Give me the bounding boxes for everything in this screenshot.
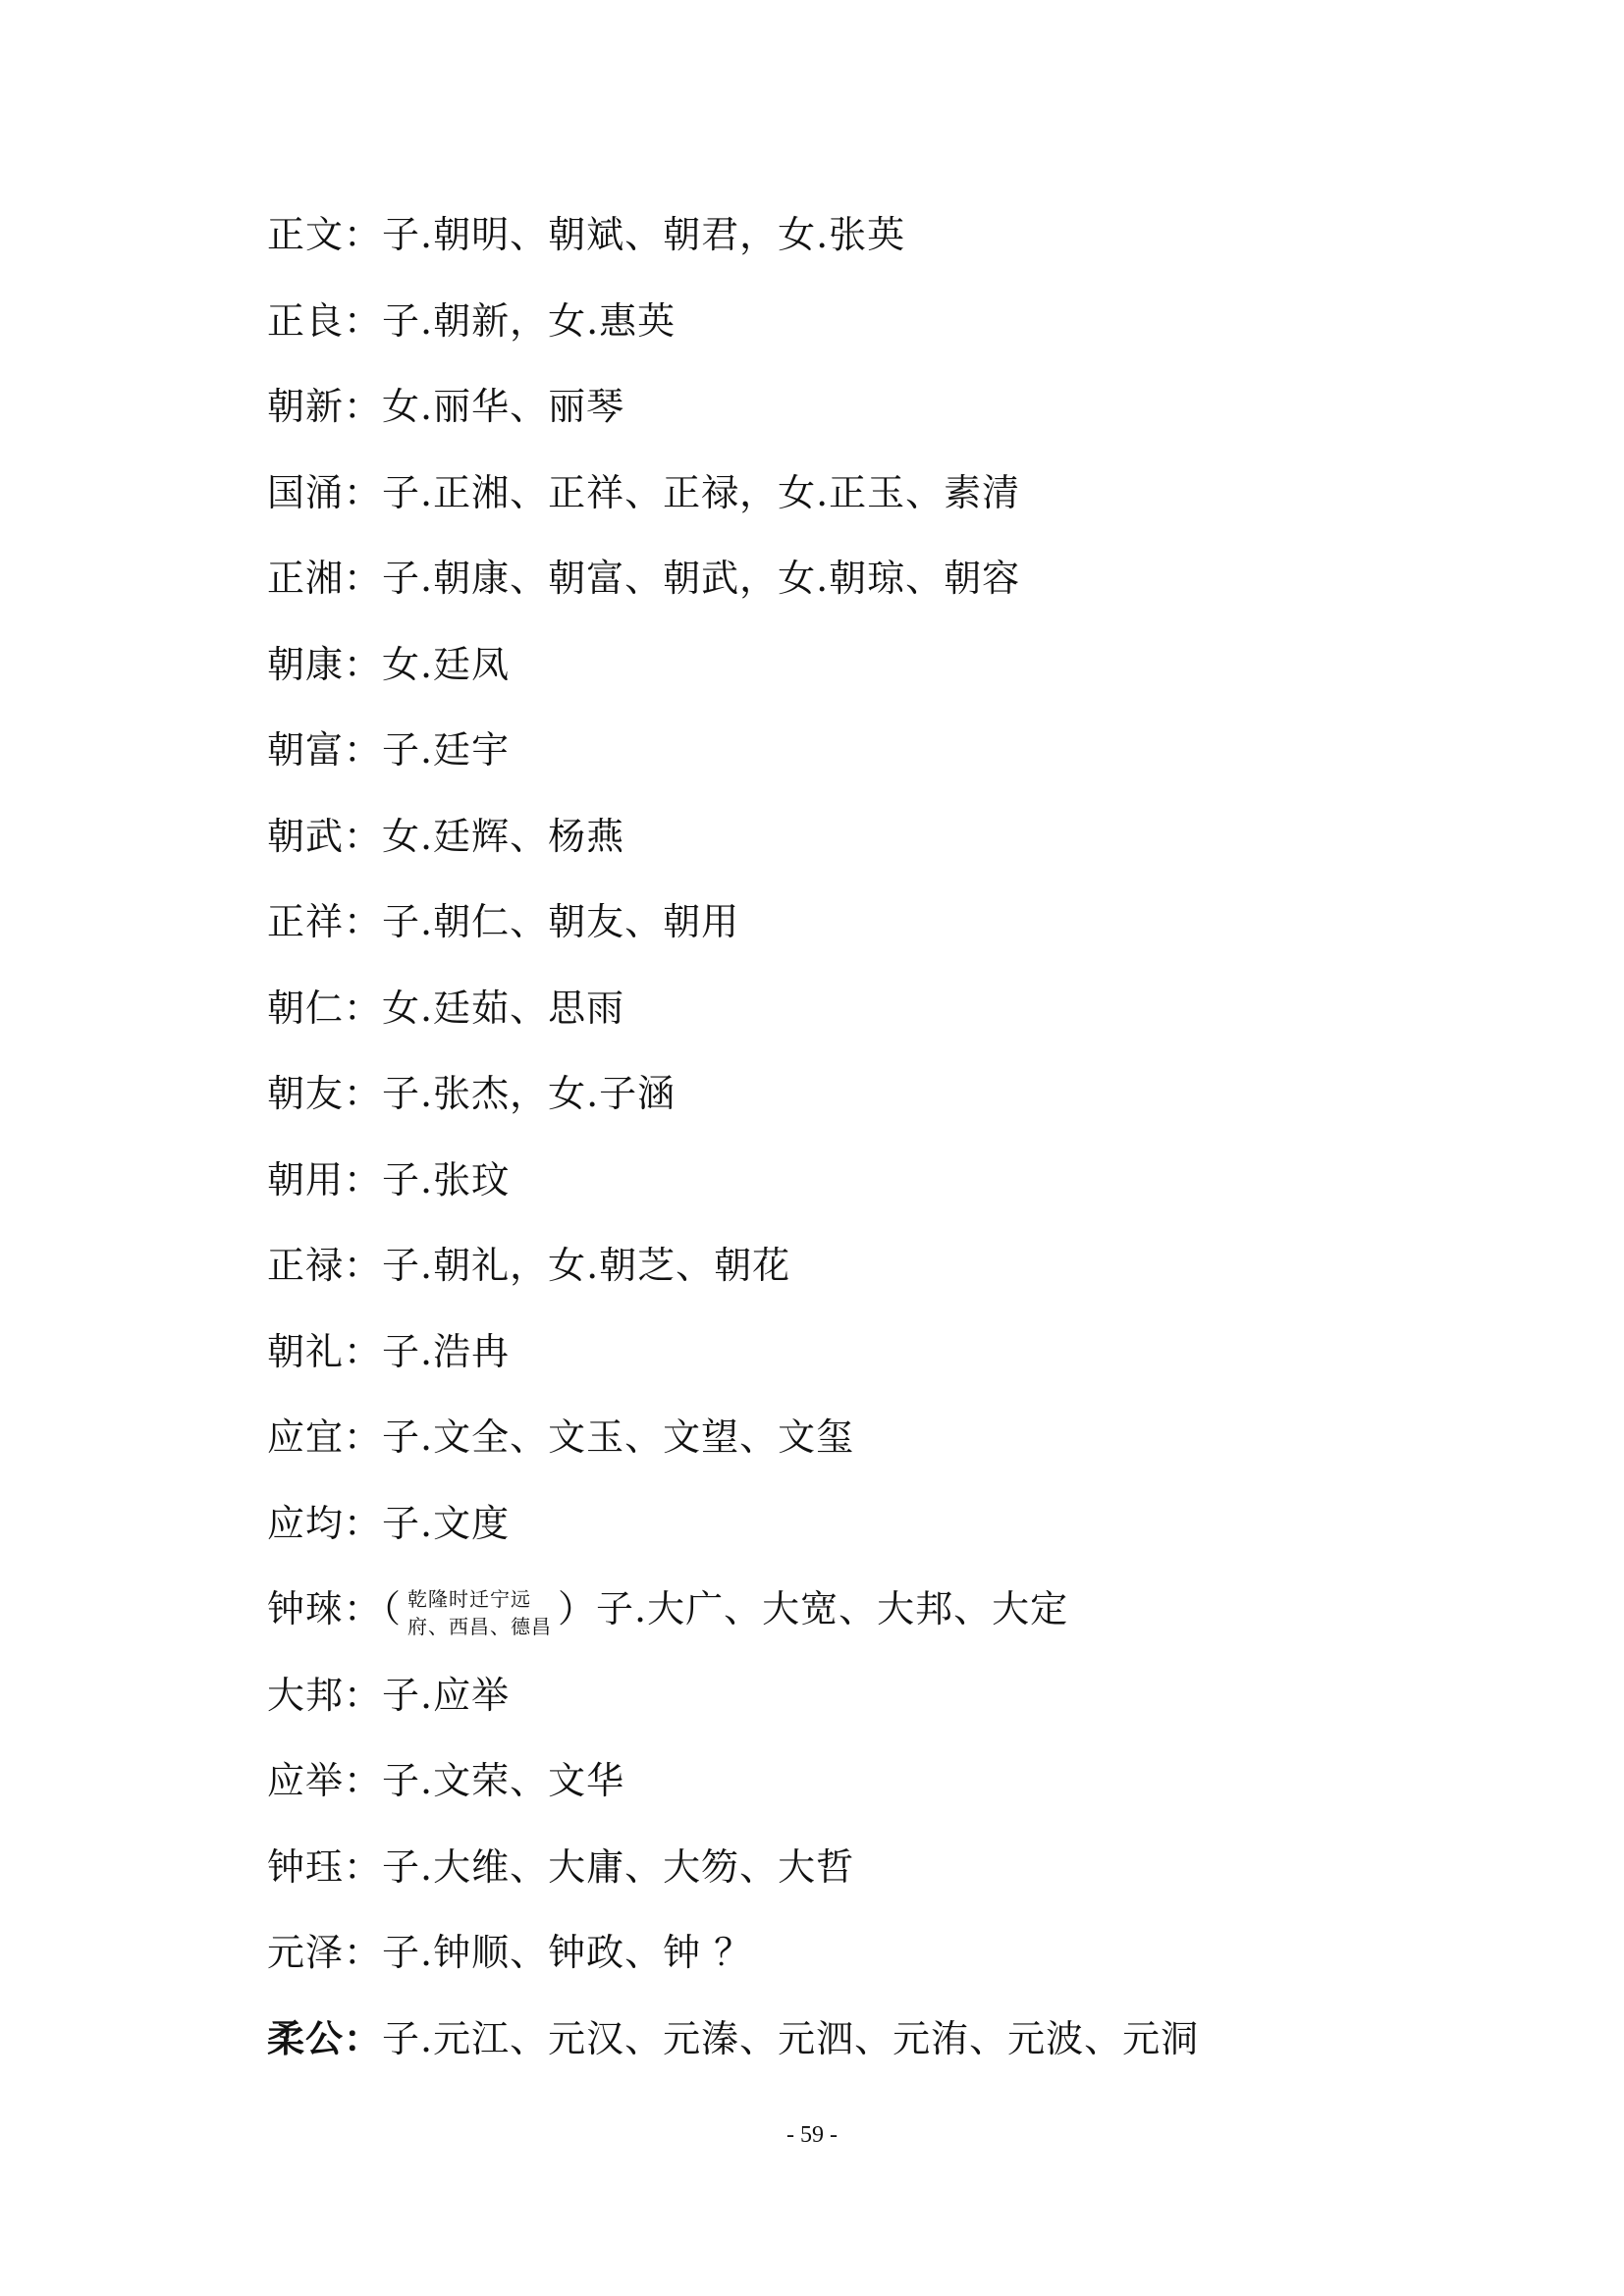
entry-name: 朝友： bbox=[267, 1072, 383, 1115]
genealogy-entry bbox=[267, 1239, 1494, 1325]
entry-name: 正禄： bbox=[267, 1244, 383, 1287]
entry-children: 子.文全、文玉、文望、文玺 bbox=[382, 1415, 855, 1459]
entry-name: 朝用： bbox=[267, 1157, 383, 1201]
entry-children: 子.张玟 bbox=[382, 1157, 511, 1201]
entry-name: 柔公： bbox=[267, 2015, 383, 2060]
entry-children: 女.廷凤 bbox=[382, 642, 511, 686]
genealogy-entry bbox=[267, 1754, 1494, 1841]
genealogy-entry bbox=[267, 466, 1494, 553]
entry-name: 朝仁： bbox=[267, 986, 383, 1030]
note-open-paren: （ bbox=[382, 1587, 403, 1630]
entry-name: 朝富： bbox=[267, 728, 383, 772]
page-number: - 59 - bbox=[786, 2122, 838, 2148]
entry-name: 朝武： bbox=[267, 814, 383, 858]
entry-children: 子.正湘、正祥、正禄，女.正玉、素清 bbox=[382, 470, 1021, 514]
genealogy-entry bbox=[267, 1411, 1494, 1497]
entry-name: 国涌： bbox=[267, 470, 383, 514]
entry-children: 子.浩冉 bbox=[382, 1329, 511, 1373]
entry-name: 钟珏： bbox=[267, 1844, 383, 1889]
entry-children: 子.廷宇 bbox=[382, 728, 511, 772]
entry-name: 正湘： bbox=[267, 557, 383, 600]
genealogy-entry bbox=[267, 2012, 1494, 2099]
entry-children: 子.朝新，女.惠英 bbox=[382, 298, 677, 343]
entry-name: 朝新： bbox=[267, 385, 383, 428]
genealogy-entry bbox=[267, 810, 1494, 896]
entry-children: 子.朝康、朝富、朝武，女.朝琼、朝容 bbox=[382, 557, 1021, 600]
genealogy-entry bbox=[267, 1669, 1494, 1755]
entry-children: 子.元江、元汉、元溱、元泗、元洧、元波、元洞 bbox=[382, 2016, 1200, 2060]
genealogy-entry bbox=[267, 638, 1494, 724]
entry-name: 朝礼： bbox=[267, 1329, 383, 1373]
migration-note-line: 乾隆时迁宁远 bbox=[407, 1586, 532, 1611]
genealogy-list bbox=[267, 208, 1494, 2098]
migration-note-line: 府、西昌、德昌 bbox=[407, 1614, 553, 1638]
entry-children: 子.张杰，女.子涵 bbox=[382, 1072, 677, 1115]
genealogy-entry bbox=[267, 1841, 1494, 1927]
entry-children: 子.大广、大宽、大邦、大定 bbox=[596, 1587, 1069, 1630]
entry-name: 应宜： bbox=[267, 1415, 383, 1459]
genealogy-entry bbox=[267, 208, 1494, 294]
genealogy-entry bbox=[267, 895, 1494, 982]
genealogy-entry bbox=[267, 1153, 1494, 1240]
entry-name: 正祥： bbox=[267, 900, 383, 943]
entry-children: 子.钟顺、钟政、钟 ？ bbox=[382, 1931, 753, 1974]
entry-children: 子.应举 bbox=[382, 1673, 511, 1717]
genealogy-entry bbox=[267, 1497, 1494, 1583]
genealogy-entry bbox=[267, 723, 1494, 810]
genealogy-entry bbox=[267, 1067, 1494, 1153]
entry-children: 子.文度 bbox=[382, 1501, 511, 1545]
entry-children: 女.廷茹、思雨 bbox=[382, 986, 625, 1030]
migration-note bbox=[402, 1585, 558, 1640]
entry-name: 朝康： bbox=[267, 642, 383, 686]
entry-name: 元泽： bbox=[267, 1931, 383, 1974]
genealogy-entry bbox=[267, 982, 1494, 1068]
entry-children: 女.丽华、丽琴 bbox=[382, 385, 625, 428]
note-close-paren: ） bbox=[558, 1587, 597, 1630]
entry-name: 钟琜： bbox=[267, 1587, 383, 1630]
genealogy-entry bbox=[267, 1926, 1494, 2012]
entry-children: 子.大维、大庸、大笏、大哲 bbox=[382, 1844, 855, 1889]
entry-children: 子.朝礼，女.朝芝、朝花 bbox=[382, 1244, 791, 1287]
genealogy-entry bbox=[267, 552, 1494, 638]
entry-children: 子.朝仁、朝友、朝用 bbox=[382, 900, 740, 943]
entry-name: 应均： bbox=[267, 1501, 383, 1545]
genealogy-entry bbox=[267, 1582, 1494, 1669]
genealogy-entry bbox=[267, 380, 1494, 466]
entry-name: 正文： bbox=[267, 213, 383, 256]
genealogy-entry bbox=[267, 1325, 1494, 1412]
entry-children: 女.廷辉、杨燕 bbox=[382, 814, 625, 858]
entry-name: 正良： bbox=[267, 298, 383, 343]
entry-name: 应举： bbox=[267, 1759, 383, 1802]
entry-children: 子.文荣、文华 bbox=[382, 1759, 625, 1802]
genealogy-entry bbox=[267, 294, 1494, 381]
entry-children: 子.朝明、朝斌、朝君，女.张英 bbox=[382, 213, 906, 256]
entry-name: 大邦： bbox=[267, 1673, 383, 1717]
